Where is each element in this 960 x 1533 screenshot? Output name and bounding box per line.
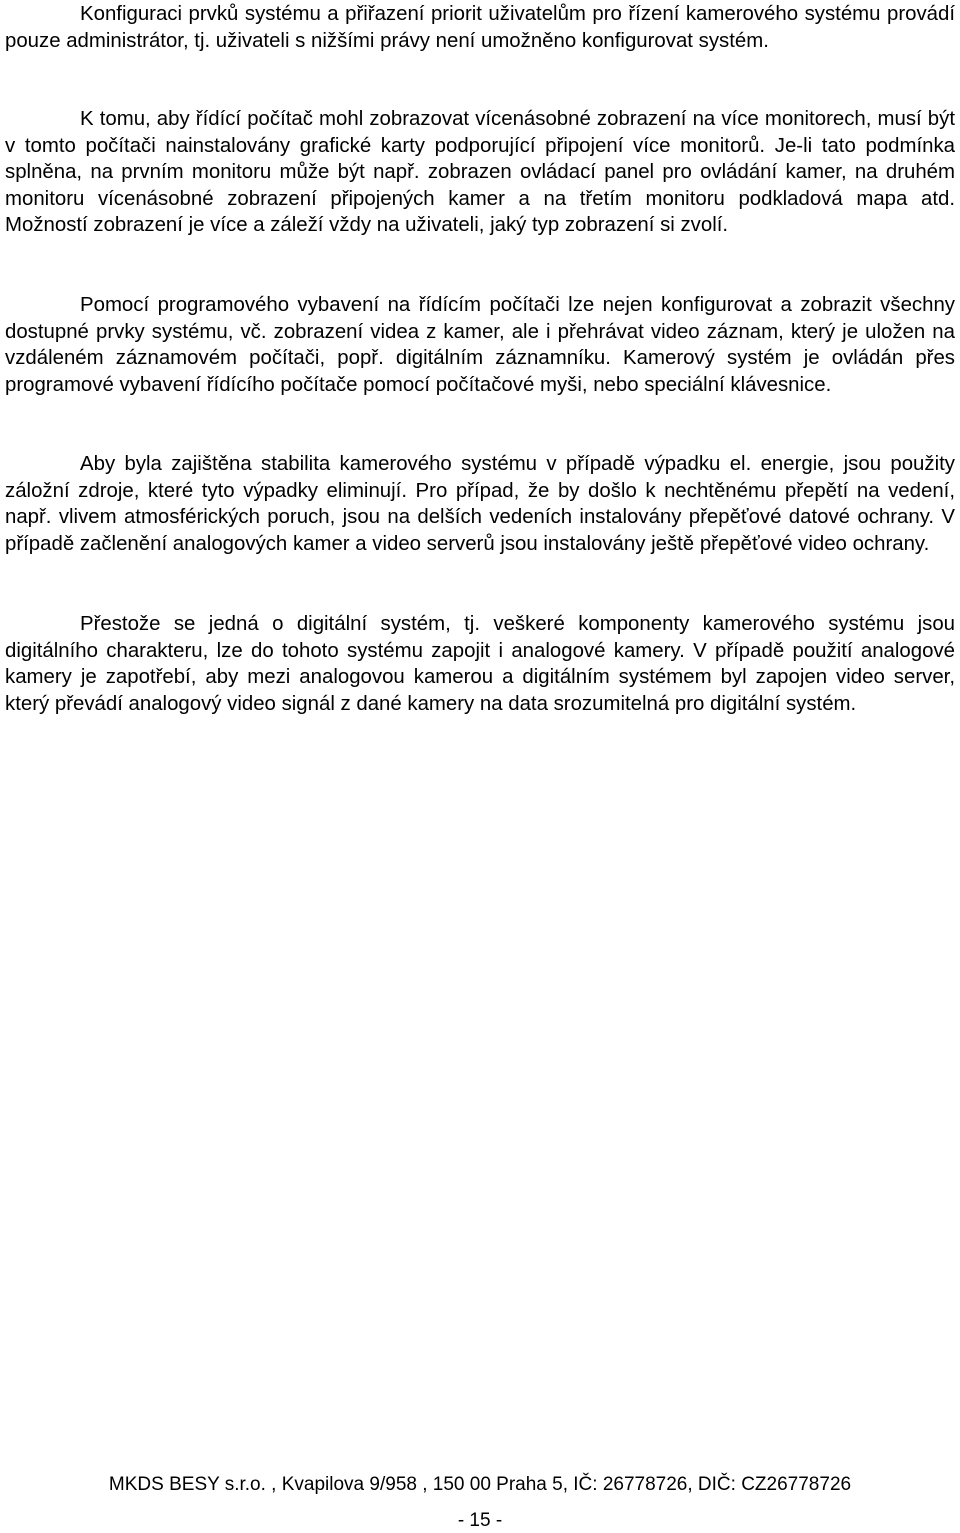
paragraph-analog-camera-integration: Přestože se jedná o digitální systém, tj. veškeré komponenty kamerového systému jsou digitálního charakteru, lze do tohoto systému zapojit i analogové kamery. V případě použití analogové kamery je zapotřebí, aby mezi analogovou kamerou a digitálním systémem byl zapojen video server, který převádí analogový video signál z dané kamery na data srozumitelná pro digitální systém.: [5, 613, 955, 715]
paragraph-multi-monitor-display: K tomu, aby řídící počítač mohl zobrazovat vícenásobné zobrazení na více monitorech, musí být v tomto počítači nainstalovány grafické karty podporující připojení více monitorů. Je-li tato podmínka splněna, na prvním monitoru může být např. zobrazen ovládací panel pro ovládání kamer, na druhém monitoru vícenásobné zobrazení připojených kamer a na třetím monitoru podkladová mapa atd. Možností zobrazení je více a záleží vždy na uživateli, jaký typ zobrazení si zvolí.: [5, 108, 955, 236]
footer-company-info: [0, 1473, 960, 1497]
paragraph-control-software: Pomocí programového vybavení na řídícím počítači lze nejen konfigurovat a zobrazit všechny dostupné prvky systému, vč. zobrazení videa z kamer, ale i přehrávat video záznam, který je uložen na vzdáleném záznamovém počítači, popř. digitálním záznamníku. Kamerový systém je ovládán přes programové vybavení řídícího počítače pomocí počítačové myši, nebo speciální klávesnice.: [5, 294, 955, 396]
paragraph-administrator-configuration: Konfiguraci prvků systému a přiřazení priorit uživatelům pro řízení kamerového systému provádí pouze administrátor, tj. uživateli s nižšími právy není umožněno konfigurovat systém.: [5, 3, 955, 52]
paragraph-power-backup-surge-protection: Aby byla zajištěna stabilita kamerového systému v případě výpadku el. energie, jsou použity záložní zdroje, které tyto výpadky eliminují. Pro případ, že by došlo k nechtěnému přepětí na vedení, např. vlivem atmosférických poruch, jsou na delších vedeních instalovány přepěťové datové ochrany. V případě začlenění analogových kamer a video serverů jsou instalovány ještě přepěťové video ochrany.: [5, 453, 955, 555]
footer-company-text: MKDS BESY s.r.o. , Kvapilova 9/958 , 150 00 Praha 5, IČ: 26778726, DIČ: CZ26778726: [108, 1474, 852, 1495]
page-number: - 15 -: [457, 1510, 503, 1531]
